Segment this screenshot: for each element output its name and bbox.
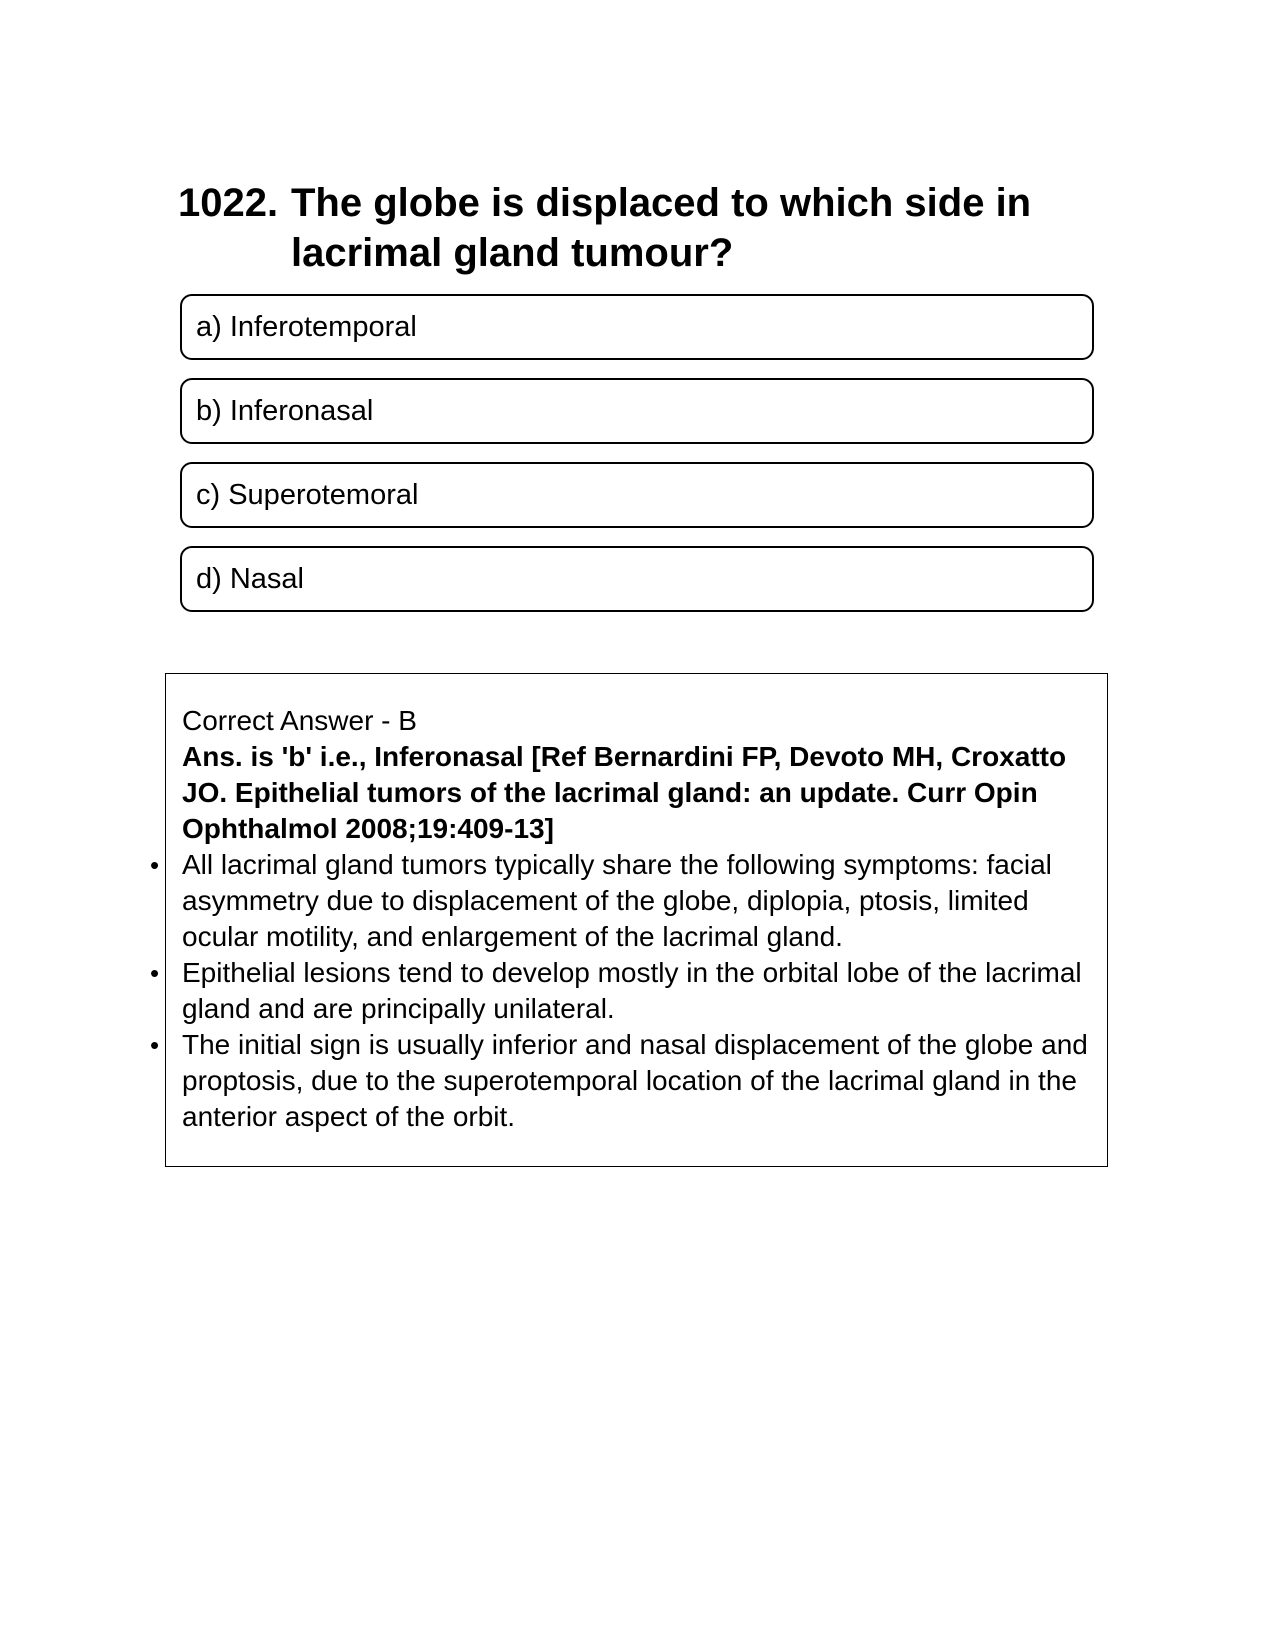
list-item	[150, 1027, 1102, 1135]
option-d[interactable]: d) Nasal	[180, 546, 1094, 612]
bullet-icon: •	[150, 958, 160, 988]
list-item-text: The initial sign is usually inferior and nasal displacement of the globe and proptosis, due to the superotemporal location of the lacrimal gland in the anterior aspect of the orbit.	[182, 1029, 1088, 1132]
answer-reference: Ans. is 'b' i.e., Inferonasal [Ref Bernardini FP, Devoto MH, Croxatto JO. Epithelial tumors of the lacrimal gland: an update. Curr Opin Ophthalmol 2008;19:409-13]	[182, 741, 1067, 844]
option-c[interactable]: c) Superotemoral	[180, 462, 1094, 528]
explanation-list	[150, 847, 1102, 1135]
correct-answer-line: Correct Answer - B	[182, 705, 417, 736]
option-b[interactable]: b) Inferonasal	[180, 378, 1094, 444]
question-heading	[178, 178, 1118, 278]
list-item	[150, 955, 1102, 1027]
list-item	[150, 847, 1102, 955]
bullet-icon: •	[150, 850, 160, 880]
list-item-text: Epithelial lesions tend to develop mostly in the orbital lobe of the lacrimal gland and are principally unilateral.	[182, 957, 1082, 1024]
question-number: 1022.	[178, 181, 279, 225]
bullet-icon: •	[150, 1030, 160, 1060]
question-text: The globe is displaced to which side in lacrimal gland tumour?	[291, 181, 1032, 275]
list-item-text: All lacrimal gland tumors typically share the following symptoms: facial asymmetry due to displacement of the globe, diplopia, ptosis, limited ocular motility, and enlargement of the lacrimal gland.	[182, 849, 1052, 952]
option-a[interactable]: a) Inferotemporal	[180, 294, 1094, 360]
answer-explanation	[150, 703, 1102, 1135]
